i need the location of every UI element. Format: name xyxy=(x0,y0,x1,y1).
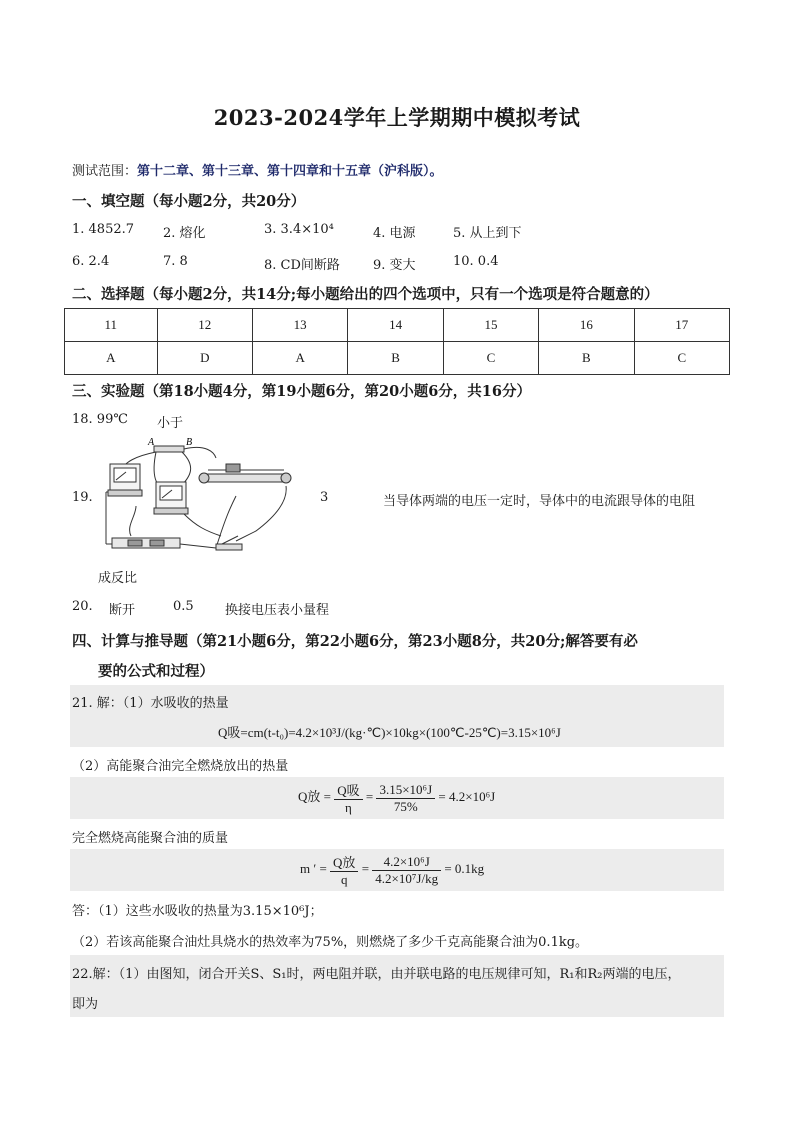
table-cell: 17 xyxy=(634,309,729,342)
fill-answer-1: 1. 4852.7 xyxy=(72,222,135,237)
f3-lhs: m ′ = xyxy=(300,860,327,876)
q18-number: 18. 99℃ xyxy=(72,412,128,427)
section4-heading-cont: 要的公式和过程） xyxy=(98,663,214,680)
fill-answer-7: 7. 8 xyxy=(163,254,188,269)
rheostat xyxy=(206,474,286,482)
test-scope-label: 测试范围： xyxy=(72,164,138,179)
f2-lhs: Q放 = xyxy=(298,788,331,804)
label-a: A xyxy=(148,437,155,448)
q19-answer-1: 3 xyxy=(320,490,329,505)
q21-formula-3 xyxy=(300,852,484,888)
f3-fraction-2: $\frac{\text{4.2×10⁶J}}{\text{4.2×10⁷J/kg}}$ xyxy=(372,854,441,887)
table-cell: 15 xyxy=(443,309,538,342)
table-row-answers xyxy=(65,342,730,375)
f2-fraction-1: $\frac{\text{Q吸}}{\eta}$ xyxy=(334,780,362,816)
test-scope xyxy=(72,160,443,179)
q21-answer-1: 答：（1）这些水吸收的热量为3.15×10⁶J； xyxy=(72,904,323,919)
f2-result: = 4.2×10⁶J xyxy=(438,788,496,804)
section4-heading: 四、计算与推导题（第21小题6分，第22小题6分，第23小题8分，共20分;解答要有必 xyxy=(72,633,638,650)
fill-answer-8: 8. CD间断路 xyxy=(264,258,340,273)
q21-line-2: （2）高能聚合油完全燃烧放出的热量 xyxy=(72,759,289,774)
q22-line-1: 22.解：（1）由图知，闭合开关S、S₁时，两电阻并联，由并联电路的电压规律可知，R₁和R₂两端的电压， xyxy=(72,967,681,982)
table-cell: B xyxy=(348,342,443,375)
q19-number: 19. xyxy=(72,490,93,505)
table-cell: B xyxy=(539,342,634,375)
f3-result: = 0.1kg xyxy=(444,860,485,876)
q21-line-1: 21. 解：（1）水吸收的热量 xyxy=(72,696,229,711)
section1-heading: 一、填空题（每小题2分，共20分） xyxy=(72,193,306,210)
f3-eq: = xyxy=(361,860,370,876)
fill-answer-6: 6. 2.4 xyxy=(72,254,110,269)
circuit-diagram xyxy=(96,436,292,558)
q20-answer-2: 0.5 xyxy=(173,599,194,614)
f3-fraction-1: $\frac{\text{Q放}}{q}$ xyxy=(330,852,358,888)
q21-formula-2 xyxy=(298,780,495,816)
q20-answer-3: 换接电压表小量程 xyxy=(225,603,330,618)
table-cell: 12 xyxy=(157,309,252,342)
q20-number: 20. xyxy=(72,599,93,614)
table-cell: 16 xyxy=(539,309,634,342)
fill-answer-5: 5. 从上到下 xyxy=(453,226,522,241)
fill-answer-2: 2. 熔化 xyxy=(163,226,206,241)
fill-answer-4: 4. 电源 xyxy=(373,226,416,241)
q18-answer: 小于 xyxy=(157,416,184,431)
fill-answer-3: 3. 3.4×10⁴ xyxy=(264,222,334,237)
table-cell: A xyxy=(252,342,347,375)
q21-answer-2: （2）若该高能聚合油灶具烧水的热效率为75%，则燃烧了多少千克高能聚合油为0.1kg。 xyxy=(72,935,589,950)
resistor-ab xyxy=(154,446,184,452)
choice-answer-table xyxy=(64,308,730,375)
table-cell: A xyxy=(65,342,158,375)
fill-answer-9: 9. 变大 xyxy=(373,258,416,273)
f2-fraction-2: $\frac{\text{3.15×10⁶J}}{75\%}$ xyxy=(376,782,435,815)
table-cell: 13 xyxy=(252,309,347,342)
q21-line-3: 完全燃烧高能聚合油的质量 xyxy=(72,831,229,846)
page-title: 2023-2024学年上学期期中模拟考试 xyxy=(213,105,581,130)
q22-line-2: 即为 xyxy=(72,997,99,1012)
f2-eq: = xyxy=(365,788,374,804)
label-b: B xyxy=(186,437,193,448)
table-row-numbers xyxy=(65,309,730,342)
q20-answer-1: 断开 xyxy=(109,603,136,618)
q19-answer-2-cont: 成反比 xyxy=(98,571,138,586)
table-cell: D xyxy=(157,342,252,375)
battery-holder xyxy=(112,538,180,548)
section3-heading: 三、实验题（第18小题4分，第19小题6分，第20小题6分，共16分） xyxy=(72,383,531,400)
table-cell: 11 xyxy=(65,309,158,342)
section2-heading: 二、选择题（每小题2分，共14分;每小题给出的四个选项中，只有一个选项是符合题意的） xyxy=(72,286,659,303)
switch xyxy=(216,544,242,550)
table-cell: 14 xyxy=(348,309,443,342)
table-cell: C xyxy=(634,342,729,375)
fill-answer-10: 10. 0.4 xyxy=(453,254,499,269)
q21-formula-1: Q吸=cm(t-t₀)=4.2×10³J/(kg·℃)×10kg×(100℃-25℃)=3.15×10⁶J xyxy=(218,725,561,740)
table-cell: C xyxy=(443,342,538,375)
q19-answer-2: 当导体两端的电压一定时，导体中的电流跟导体的电阻 xyxy=(383,494,696,509)
test-scope-value: 第十二章、第十三章、第十四章和十五章（沪科版）。 xyxy=(137,164,443,179)
